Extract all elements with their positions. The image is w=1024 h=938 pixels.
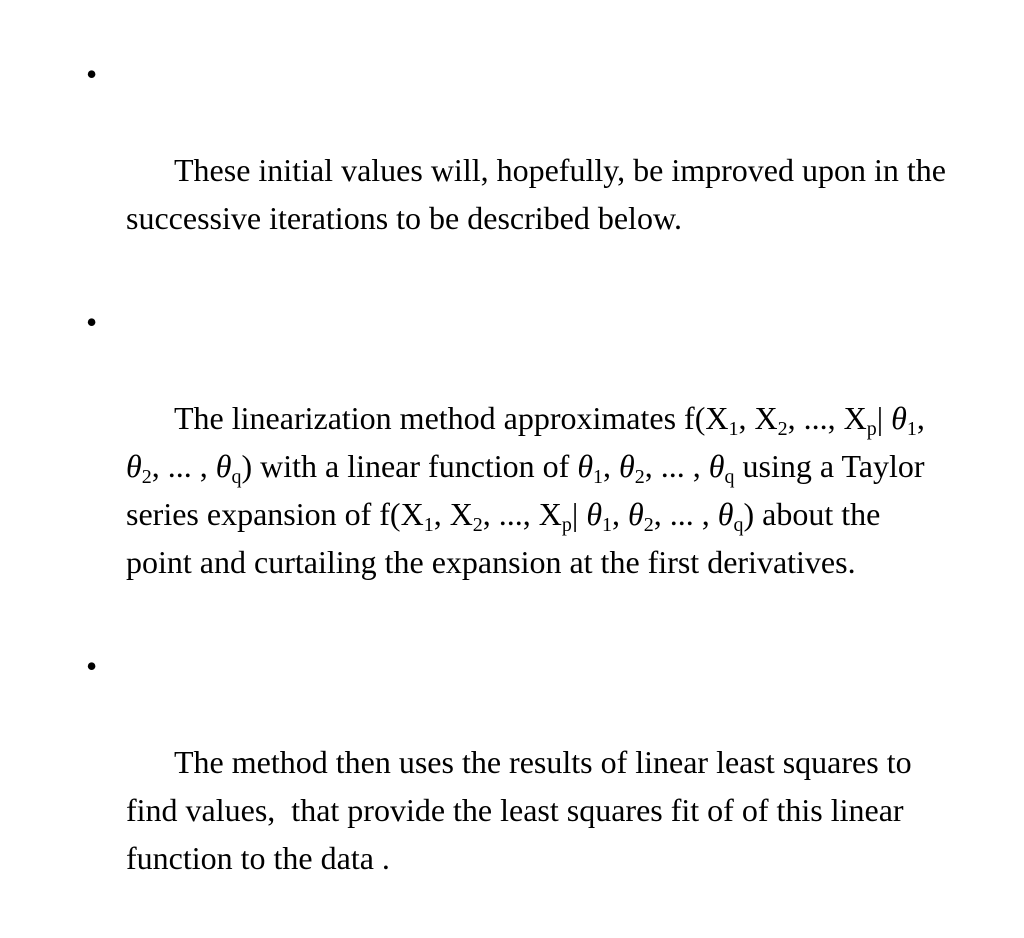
bullet-item-2 — [86, 298, 946, 634]
subscript: 2 — [634, 466, 645, 488]
text-run: ) with a linear function of — [241, 448, 578, 484]
subscript: 2 — [472, 514, 483, 536]
bullet-marker: • — [86, 648, 98, 684]
theta-symbol: θ — [126, 448, 142, 484]
bullet-text — [126, 400, 933, 580]
subscript: q — [733, 514, 744, 536]
bullet-marker: • — [86, 304, 98, 340]
theta-symbol: θ — [215, 448, 232, 484]
subscript: p — [866, 418, 877, 440]
subscript: 2 — [777, 418, 788, 440]
theta-symbol: θ — [619, 448, 635, 484]
text-run: | — [876, 400, 892, 436]
theta-symbol: θ — [891, 400, 907, 436]
theta-symbol: θ — [577, 448, 594, 484]
bullet-text — [126, 152, 954, 236]
text-run: The linearization method approximates f(X — [174, 400, 729, 436]
subscript: 1 — [602, 514, 613, 536]
text-run: These initial values will, hopefully, be improved upon in the successive iterations to be described below. — [126, 152, 954, 236]
bullet-item-1 — [86, 50, 954, 290]
bullet-list — [86, 50, 954, 938]
text-run: , — [916, 400, 933, 436]
text-run: The method then uses the results of linear least squares to find values, that provide the least squares fit of of this linear function to the data . — [126, 744, 928, 876]
theta-symbol: θ — [586, 496, 603, 532]
bullet-marker: • — [86, 56, 98, 92]
text-run: , ..., X — [482, 496, 562, 532]
bullet-text — [126, 744, 928, 876]
text-run: , ... , — [151, 448, 216, 484]
text-run: , — [612, 496, 629, 532]
text-run: , ..., X — [787, 400, 867, 436]
text-run: , X — [433, 496, 473, 532]
text-run: , X — [738, 400, 778, 436]
subscript: 2 — [141, 466, 152, 488]
subscript: 1 — [728, 418, 739, 440]
subscript: 1 — [423, 514, 434, 536]
text-run: | — [571, 496, 587, 532]
theta-symbol: θ — [628, 496, 644, 532]
subscript: 2 — [643, 514, 654, 536]
subscript: 1 — [593, 466, 604, 488]
subscript: q — [724, 466, 735, 488]
bullet-item-3 — [86, 642, 946, 930]
text-run: , — [603, 448, 620, 484]
theta-symbol: θ — [708, 448, 725, 484]
theta-symbol: θ — [717, 496, 734, 532]
text-run: , ... , — [644, 448, 709, 484]
text-run: using a Taylor series expansion of f(X — [126, 448, 933, 532]
subscript: p — [561, 514, 572, 536]
subscript: q — [231, 466, 242, 488]
text-run: ) about the point and curtailing the expansion at the first derivatives. — [126, 496, 889, 580]
subscript: 1 — [906, 418, 917, 440]
text-run: , ... , — [653, 496, 718, 532]
